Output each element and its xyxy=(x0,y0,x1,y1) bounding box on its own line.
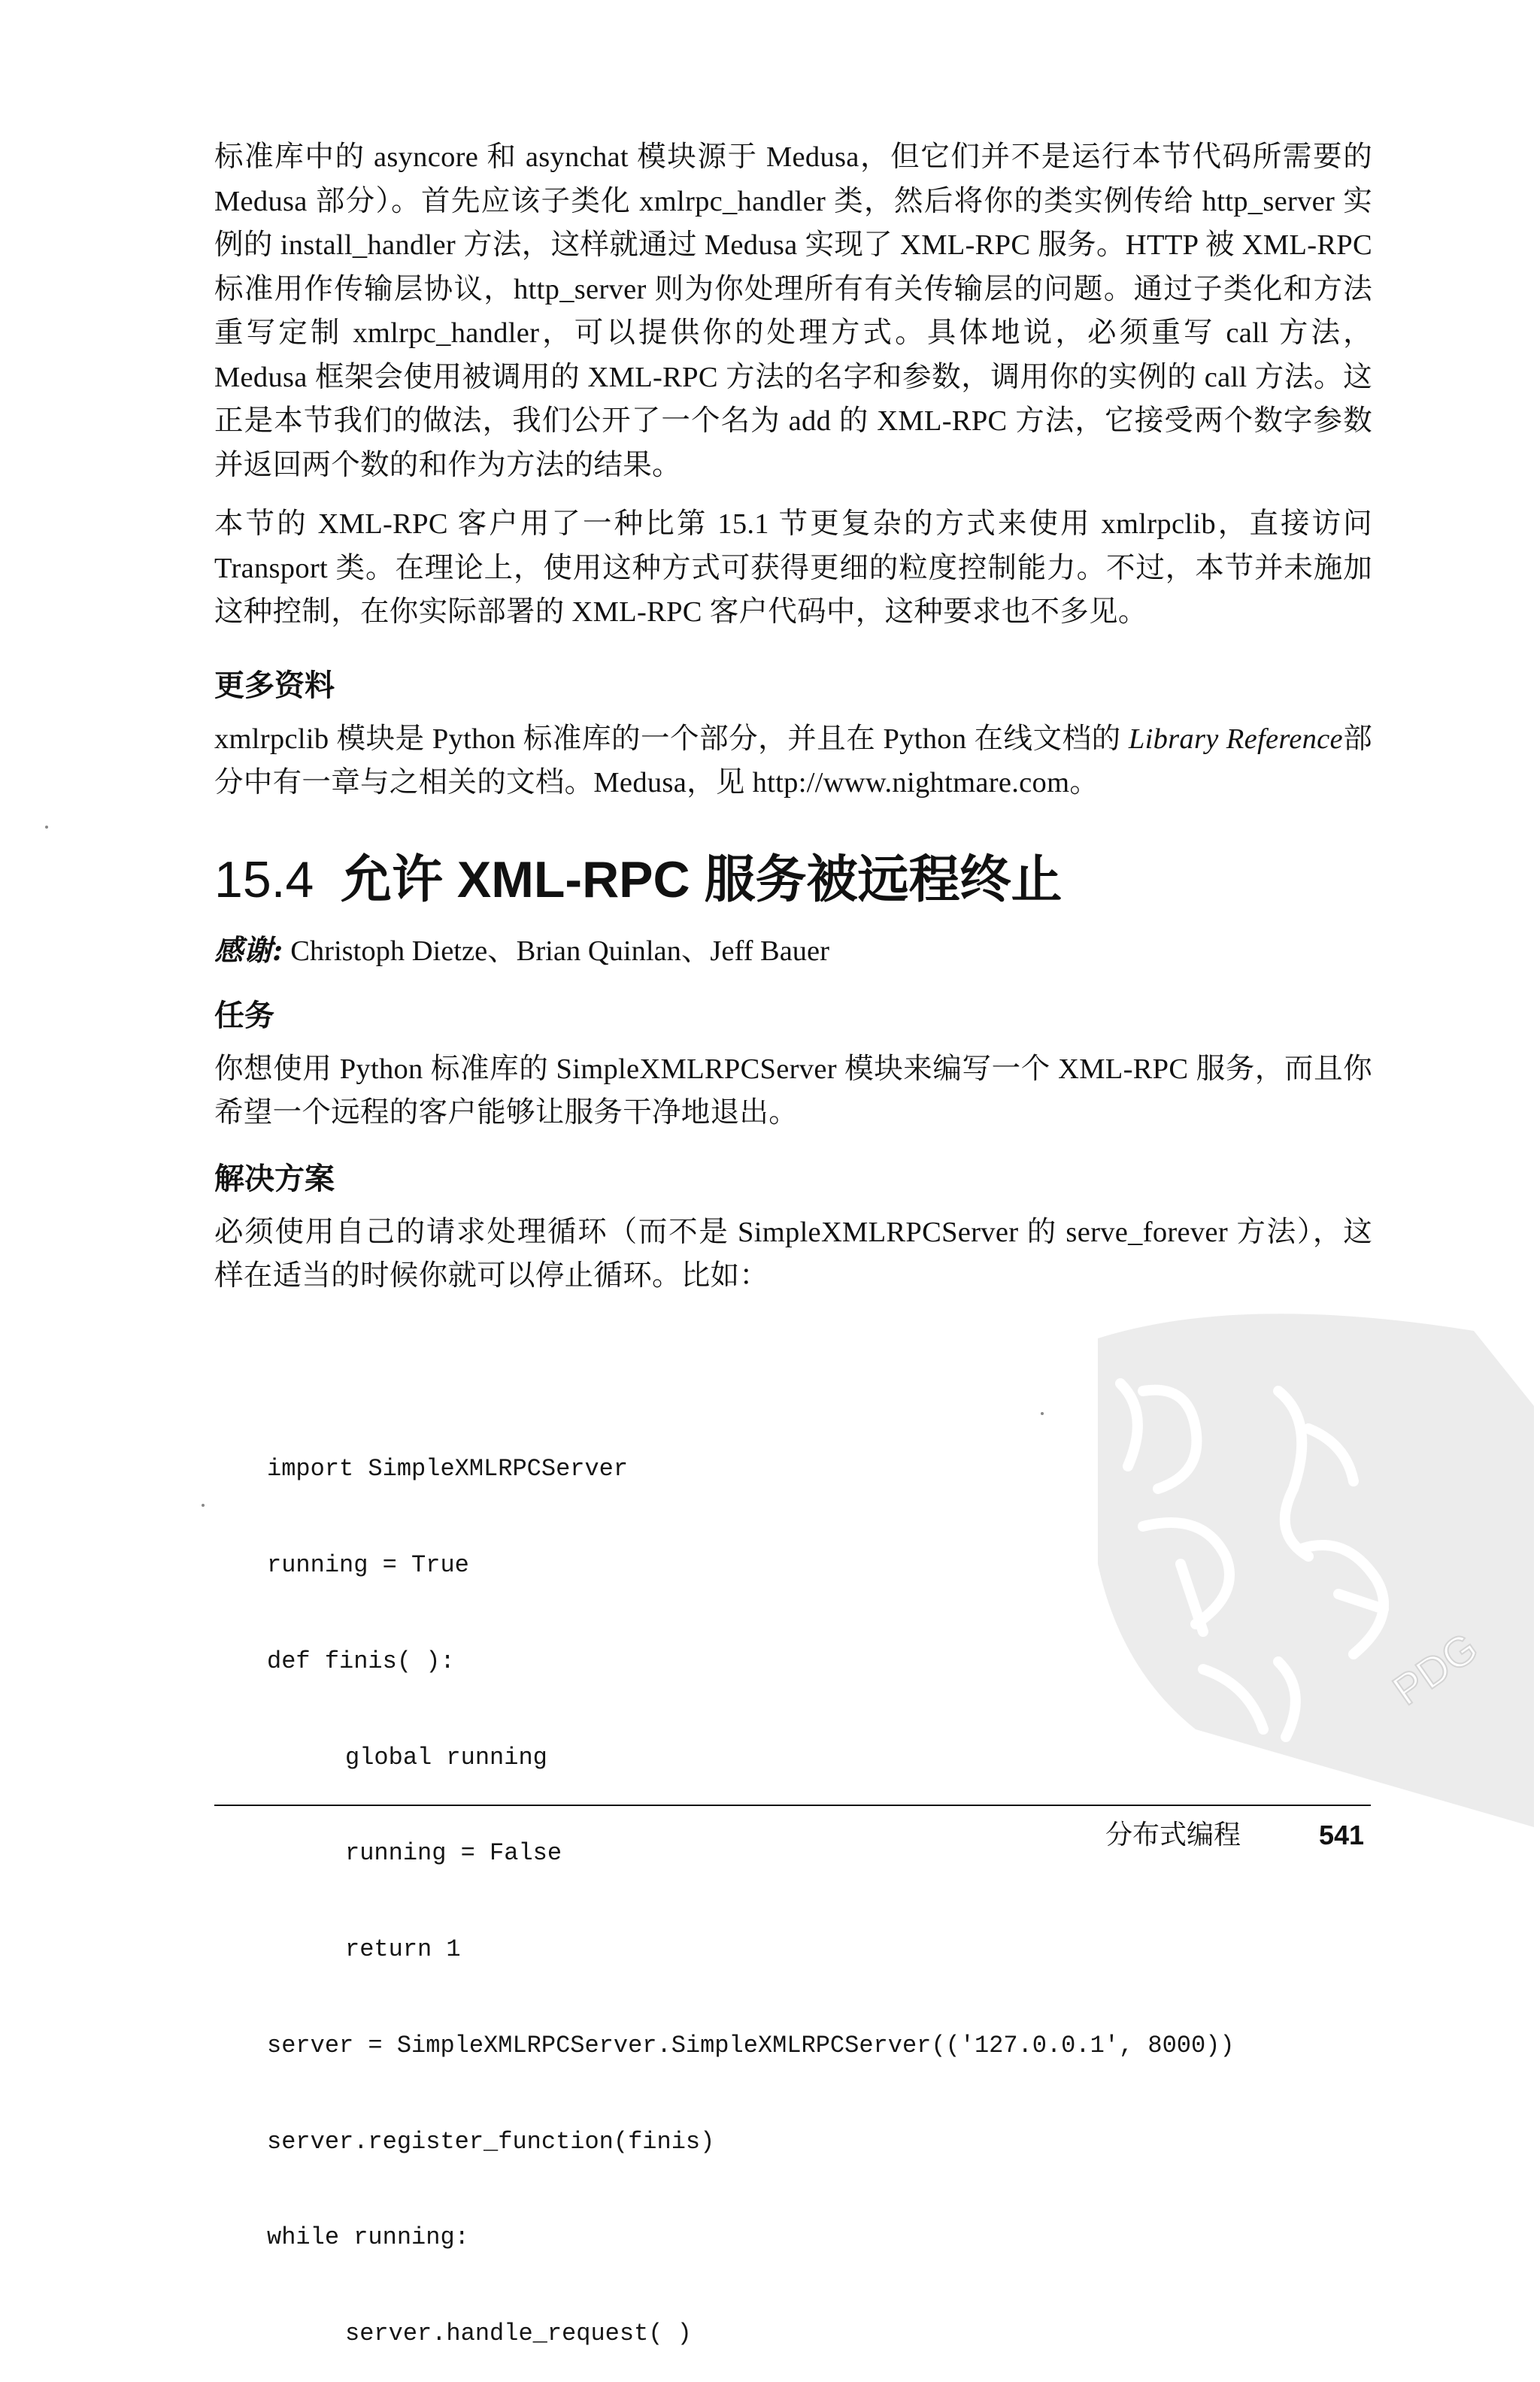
heading-task: 任务 xyxy=(214,998,274,1033)
code-line: while running: xyxy=(267,2223,469,2252)
paragraph-solution: 必须使用自己的请求处理循环（而不是 SimpleXMLRPCServer 的 serve_forever 方法），这样在适当的时候你就可以停止循环。比如： xyxy=(214,1216,1372,1292)
footer-chapter-title: 分布式编程 xyxy=(1105,1820,1241,1850)
page-body xyxy=(214,135,1372,1299)
library-stamp-watermark xyxy=(1053,1278,1540,1827)
scan-speck xyxy=(202,1504,205,1507)
code-line: server.handle_request( ) xyxy=(345,2320,692,2348)
scan-speck xyxy=(45,826,48,829)
section-number: 15.4 xyxy=(214,850,314,908)
paragraph-more-info xyxy=(214,717,1372,805)
paragraph-transport: 本节的 XML-RPC 客户用了一种比第 15.1 节更复杂的方式来使用 xmlrpclib，直接访问 Transport 类。在理论上，使用这种方式可获得更细的粒度控制能力。不过，本节并未施加这种控制，在你实际部署的 XML-RPC 客户代码中，这种要求也不多见。 xyxy=(214,508,1372,628)
code-line: def finis( ): xyxy=(267,1647,455,1675)
section-title: 允许 XML-RPC 服务被远程终止 xyxy=(341,850,1063,908)
credits-label: 感谢: xyxy=(214,933,283,968)
library-reference-italic: Library Reference xyxy=(1128,723,1343,755)
code-line: return 1 xyxy=(345,1935,461,1964)
code-line: import SimpleXMLRPCServer xyxy=(267,1455,629,1483)
pdg-watermark-text: PDG xyxy=(1384,1623,1487,1714)
footer-rule xyxy=(214,1805,1371,1806)
section-heading xyxy=(214,846,1372,914)
code-line: running = True xyxy=(267,1550,469,1579)
credits-names: Christoph Dietze、Brian Quinlan、Jeff Bauer xyxy=(290,935,829,967)
more-info-text-b: 部分中有一章与之相关的文档。Medusa，见 http://www.nightmare.com。 xyxy=(214,723,1372,799)
code-line: global running xyxy=(345,1743,547,1771)
more-info-text-a: xmlrpclib 模块是 Python 标准库的一个部分，并且在 Python 在线文档的 xyxy=(214,723,1129,755)
code-line: running = False xyxy=(345,1839,562,1868)
credits xyxy=(214,930,1372,972)
paragraph-task: 你想使用 Python 标准库的 SimpleXMLRPCServer 模块来编写一个 XML-RPC 服务，而且你希望一个远程的客户能够让服务干净地退出。 xyxy=(214,1053,1372,1129)
heading-more-info: 更多资料 xyxy=(214,668,335,703)
footer-page-number: 541 xyxy=(1319,1820,1365,1850)
heading-solution: 解决方案 xyxy=(214,1161,335,1196)
scan-speck xyxy=(1041,1412,1044,1415)
code-line: server.register_function(finis) xyxy=(267,2127,715,2156)
paragraph-medusa: 标准库中的 asyncore 和 asynchat 模块源于 Medusa，但它们并不是运行本节代码所需要的 Medusa 部分）。首先应该子类化 xmlrpc_handler 类，然后将你的类实例传给 http_server 实例的 install_handler 方法，这样就通过 Medusa 实现了 XML-RPC 服务。HTTP 被 XML-RPC 标准用作传输层协议，http_server 则为你处理所有有关传输层的问题。通过子类化和方法重写定制 xmlrpc_handler，可以提供你的处理方式。具体地说，必须重写 call 方法，Medusa 框架会使用被调用的 XML-RPC 方法的名字和参数，调用你的实例的 call 方法。这正是本节我们的做法，我们公开了一个名为 add 的 XML-RPC 方法，它接受两个数字参数并返回两个数的和作为方法的结果。 xyxy=(214,141,1372,481)
code-line: server = SimpleXMLRPCServer.SimpleXMLRPCServer(('127.0.0.1', 8000)) xyxy=(267,2031,1235,2059)
